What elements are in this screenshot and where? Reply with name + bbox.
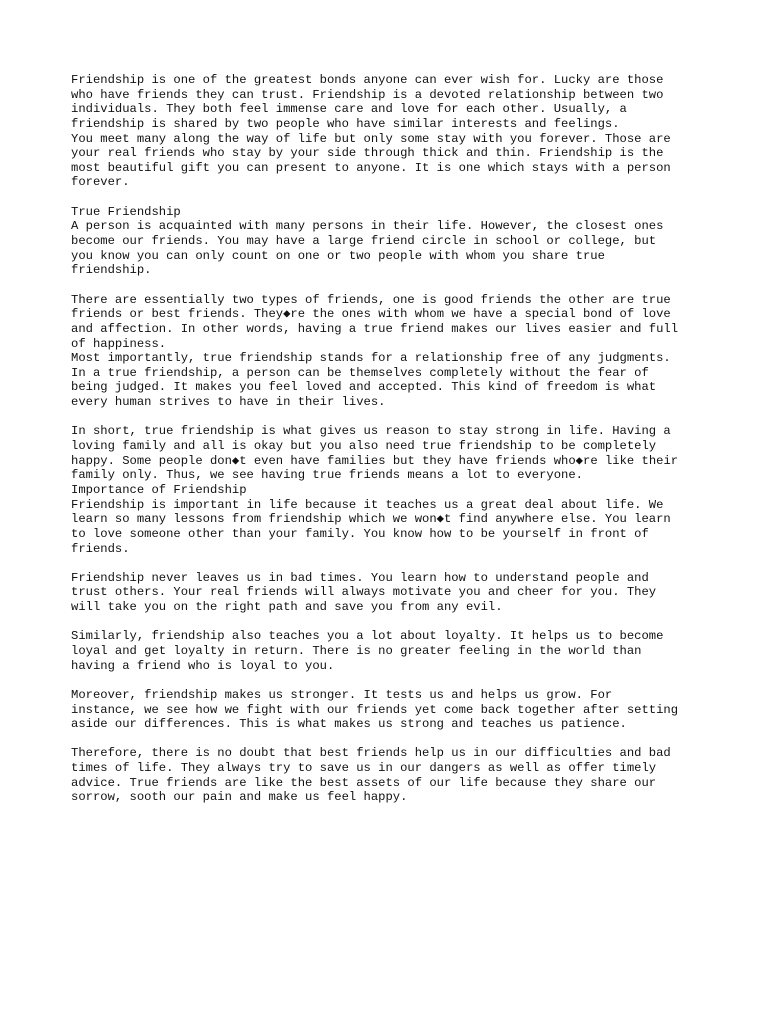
text-line: to love someone other than your family. You know how to be yourself in front of bbox=[71, 526, 649, 541]
text-line: forever. bbox=[71, 175, 130, 190]
text-line: every human strives to have in their lives. bbox=[71, 395, 386, 410]
text-line: Friendship never leaves us in bad times. You learn how to understand people and bbox=[71, 570, 649, 585]
text-line: instance, we see how we fight with our friends yet come back together after setting bbox=[71, 702, 679, 717]
text-line: you know you can only count on one or two people with whom you share true bbox=[71, 248, 605, 263]
text-line: loyal and get loyalty in return. There is no greater feeling in the world than bbox=[71, 643, 642, 658]
text-line: There are essentially two types of friends, one is good friends the other are true bbox=[71, 292, 671, 307]
text-line: family only. Thus, we see having true friends means a lot to everyone. bbox=[71, 468, 583, 483]
text-line: friendship is shared by two people who have similar interests and feelings. bbox=[71, 116, 620, 131]
blank-line bbox=[71, 410, 731, 425]
text-line: being judged. It makes you feel loved and accepted. This kind of freedom is what bbox=[71, 380, 657, 395]
text-line: friends or best friends. They◆re the ones with whom we have a special bond of love bbox=[71, 307, 671, 322]
text-line: and affection. In other words, having a true friend makes our lives easier and full bbox=[71, 321, 679, 336]
text-line: trust others. Your real friends will always motivate you and cheer for you. They bbox=[71, 585, 657, 600]
text-line: individuals. They both feel immense care and love for each other. Usually, a bbox=[71, 102, 627, 117]
text-line: sorrow, sooth our pain and make us feel happy. bbox=[71, 790, 408, 805]
text-line: your real friends who stay by your side through thick and thin. Friendship is the bbox=[71, 146, 664, 161]
text-line: Most importantly, true friendship stands for a relationship free of any judgments. bbox=[71, 351, 671, 366]
text-line: You meet many along the way of life but only some stay with you forever. Those are bbox=[71, 131, 671, 146]
text-line: friendship. bbox=[71, 263, 152, 278]
document-body bbox=[71, 73, 731, 805]
blank-line bbox=[71, 556, 731, 571]
section-heading: True Friendship bbox=[71, 204, 181, 219]
text-line: A person is acquainted with many persons in their life. However, the closest ones bbox=[71, 219, 664, 234]
text-line: will take you on the right path and save you from any evil. bbox=[71, 600, 503, 615]
text-line: loving family and all is okay but you also need true friendship to be completely bbox=[71, 439, 657, 454]
text-line: Moreover, friendship makes us stronger. It tests us and helps us grow. For bbox=[71, 687, 613, 702]
text-line: become our friends. You may have a large friend circle in school or college, but bbox=[71, 234, 657, 249]
blank-line bbox=[71, 673, 731, 688]
text-line: who have friends they can trust. Friendship is a devoted relationship between two bbox=[71, 87, 664, 102]
text-line: having a friend who is loyal to you. bbox=[71, 658, 335, 673]
text-line: times of life. They always try to save us in our dangers as well as offer timely bbox=[71, 761, 657, 776]
blank-line bbox=[71, 732, 731, 747]
text-line: learn so many lessons from friendship which we won◆t find anywhere else. You learn bbox=[71, 512, 671, 527]
text-line: In a true friendship, a person can be themselves completely without the fear of bbox=[71, 365, 649, 380]
text-line: happy. Some people don◆t even have families but they have friends who◆re like their bbox=[71, 453, 679, 468]
blank-line bbox=[71, 615, 731, 630]
text-line: Similarly, friendship also teaches you a lot about loyalty. It helps us to become bbox=[71, 629, 664, 644]
text-line: Friendship is one of the greatest bonds anyone can ever wish for. Lucky are those bbox=[71, 73, 664, 87]
text-line: most beautiful gift you can present to anyone. It is one which stays with a person bbox=[71, 160, 671, 175]
text-line: friends. bbox=[71, 541, 130, 556]
text-line: In short, true friendship is what gives us reason to stay strong in life. Having a bbox=[71, 424, 671, 439]
text-line: of happiness. bbox=[71, 336, 167, 351]
text-line: Therefore, there is no doubt that best friends help us in our difficulties and bad bbox=[71, 746, 671, 761]
text-line: aside our differences. This is what makes us strong and teaches us patience. bbox=[71, 717, 627, 732]
section-heading: Importance of Friendship bbox=[71, 482, 247, 497]
text-line: advice. True friends are like the best assets of our life because they share our bbox=[71, 775, 657, 790]
blank-line bbox=[71, 190, 731, 205]
text-line: Friendship is important in life because it teaches us a great deal about life. We bbox=[71, 497, 664, 512]
blank-line bbox=[71, 278, 731, 293]
